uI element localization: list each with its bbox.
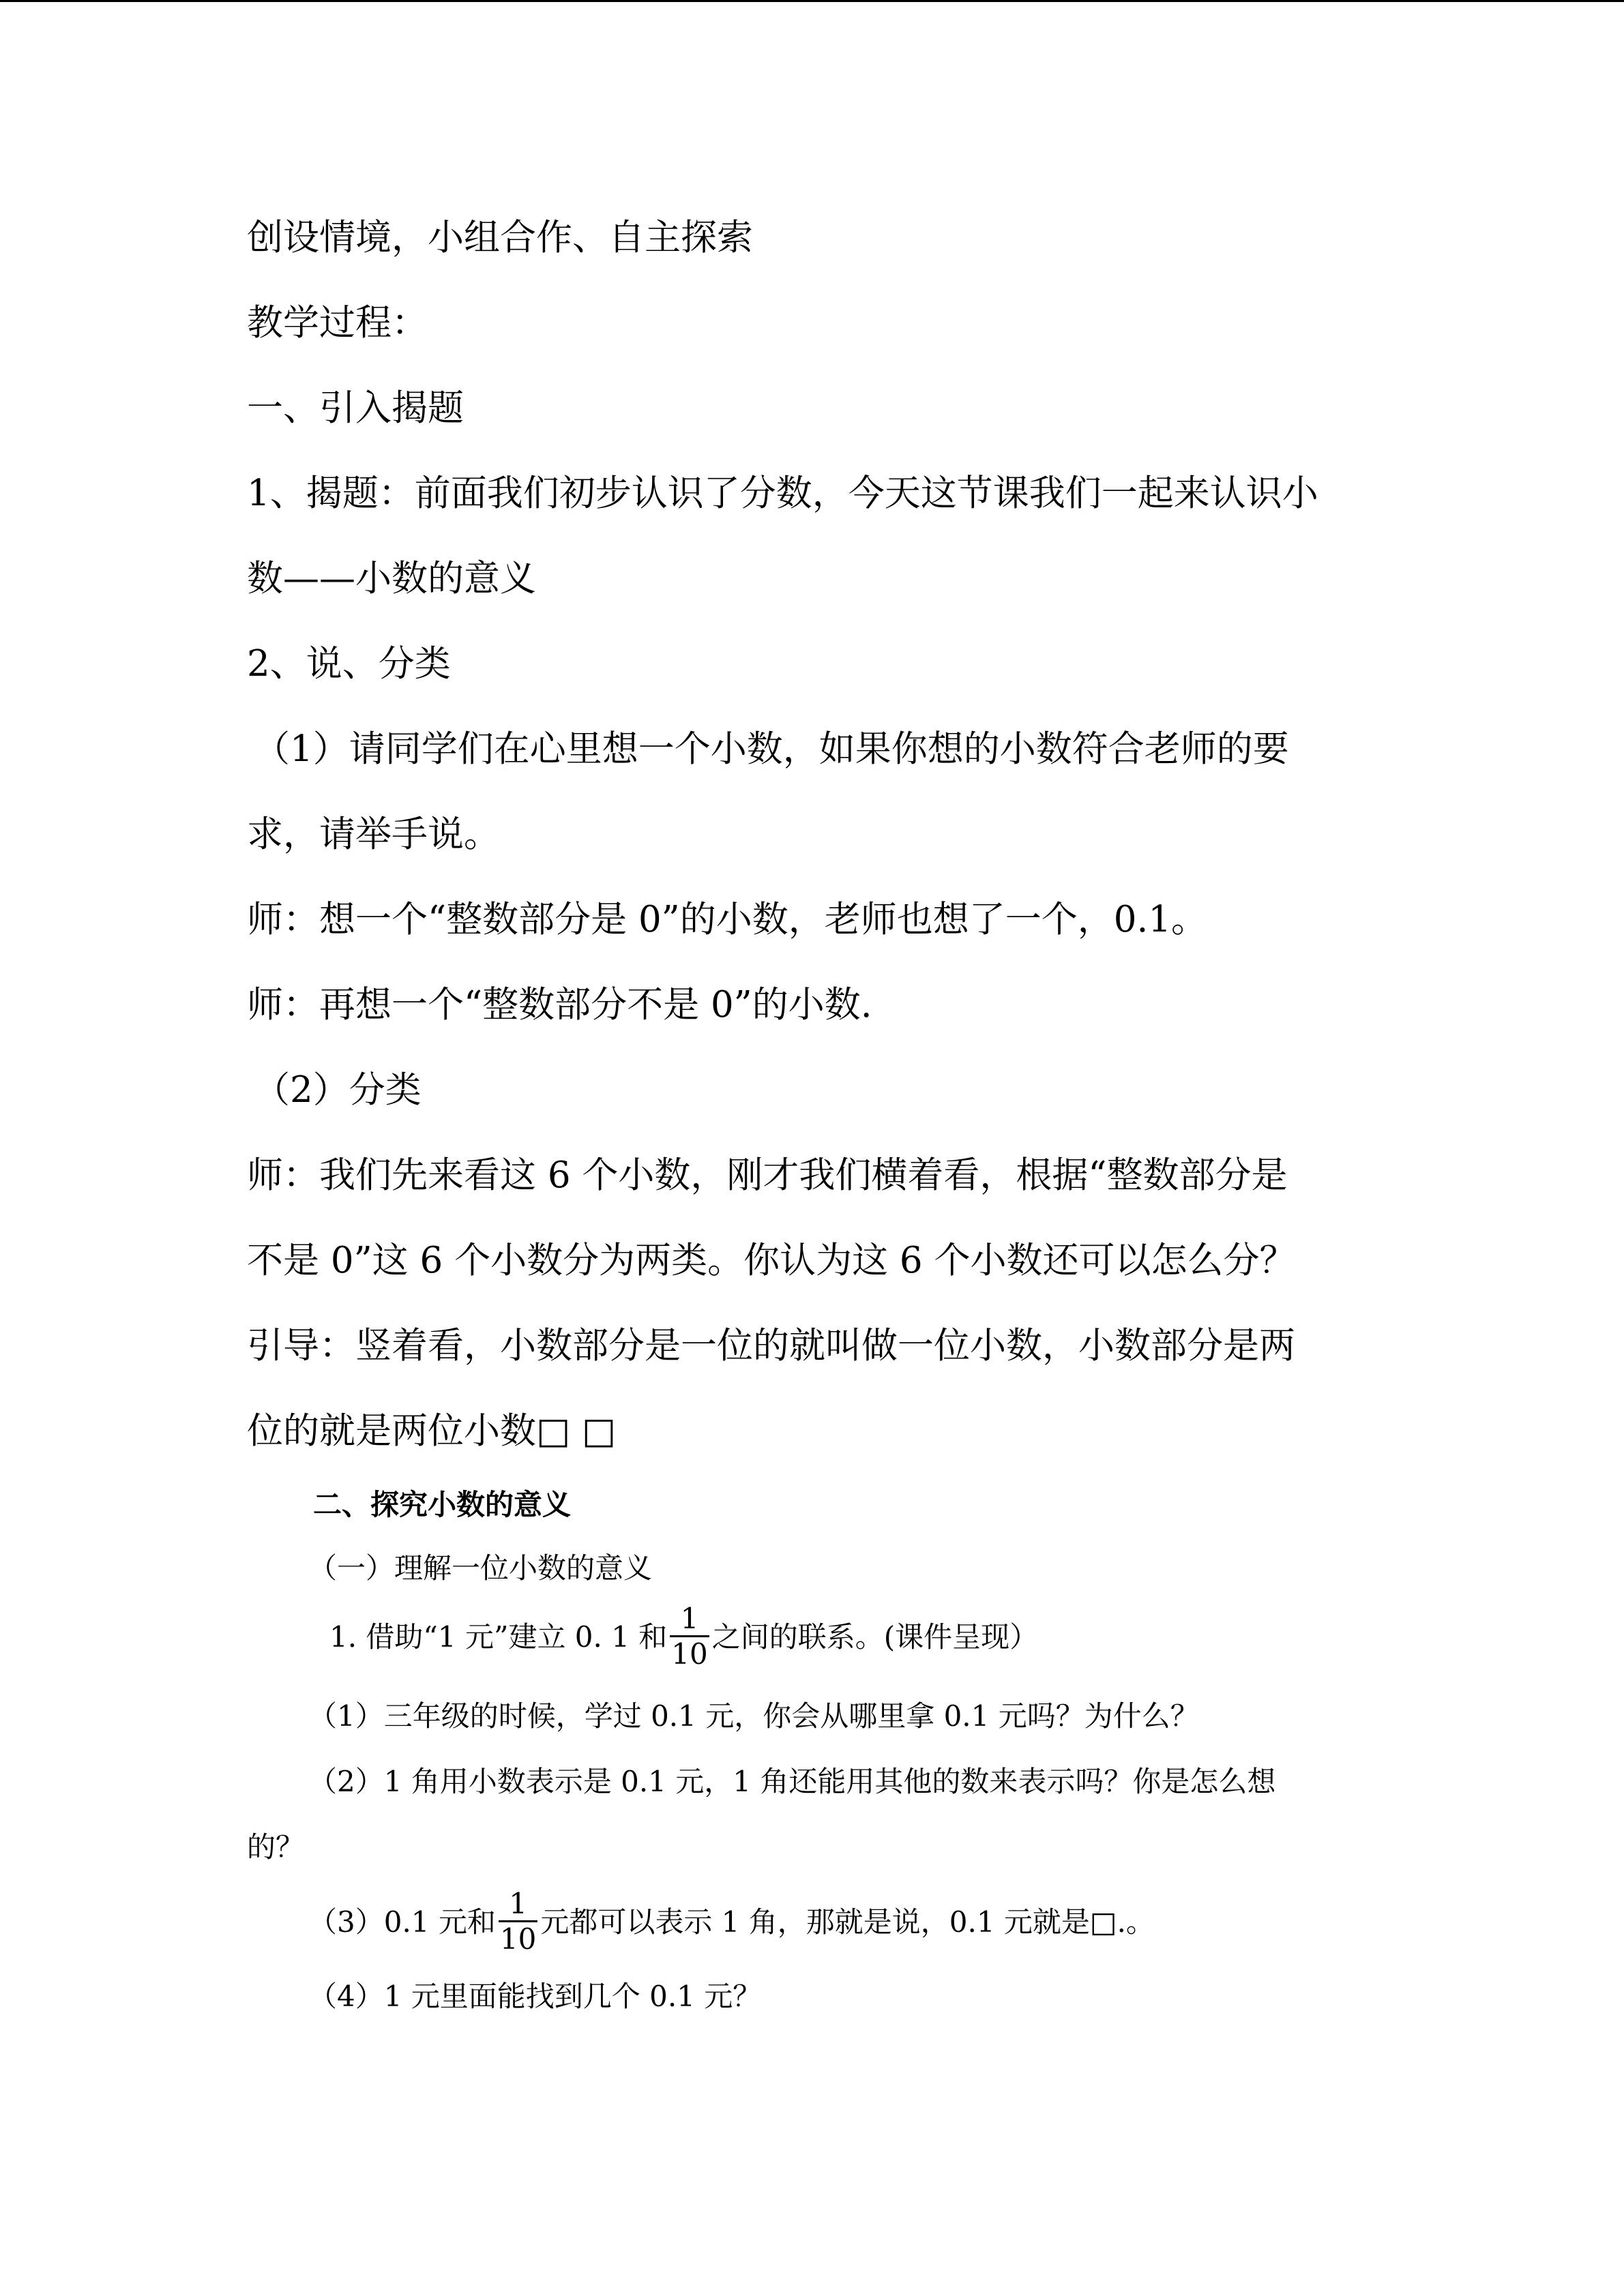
paragraph-think-decimal-cont: 求，请举手说。 bbox=[247, 814, 500, 855]
paragraph-question-4: （4）1 元里面能找到几个 0.1 元？ bbox=[308, 1980, 762, 2013]
text-segment: 之间的联系。(课件呈现） bbox=[711, 1620, 1039, 1654]
subheading-one-place: （一）理解一位小数的意义 bbox=[308, 1551, 653, 1585]
paragraph-reveal-topic-cont: 数——小数的意义 bbox=[247, 558, 536, 599]
paragraph-teacher-six-cont: 不是 0”这 6 个小数分为两类。你认为这 6 个小数还可以怎么分？ bbox=[247, 1240, 1296, 1281]
paragraph-teacher-zero: 师：想一个“整数部分是 0”的小数，老师也想了一个，0.1。 bbox=[247, 899, 1208, 940]
text-segment: 元都可以表示 1 角，那就是说，0.1 元就是□.。 bbox=[540, 1905, 1155, 1939]
paragraph-guide-cont: 位的就是两位小数□ □ bbox=[247, 1410, 616, 1452]
fraction-one-tenth bbox=[499, 1887, 537, 1956]
fraction-one-tenth bbox=[670, 1602, 709, 1671]
paragraph-question-2-cont: 的？ bbox=[247, 1830, 305, 1864]
paragraph-teaching-method: 创设情境，小组合作、自主探索 bbox=[247, 217, 753, 258]
fraction-numerator: 1 bbox=[680, 1602, 699, 1635]
paragraph-question-2: （2）1 角用小数表示是 0.1 元，1 角还能用其他的数来表示吗？你是怎么想 bbox=[308, 1765, 1276, 1798]
paragraph-one-yuan-link bbox=[329, 1602, 1039, 1671]
fraction-denominator: 10 bbox=[499, 1920, 537, 1954]
text-segment: 1. 借助“1 元”建立 0. 1 和 bbox=[329, 1620, 668, 1654]
paragraph-teacher-nonzero: 师：再想一个“整数部分不是 0”的小数. bbox=[247, 984, 872, 1026]
fraction-numerator: 1 bbox=[509, 1887, 527, 1920]
paragraph-question-1: （1）三年级的时候，学过 0.1 元，你会从哪里拿 0.1 元吗？为什么？ bbox=[308, 1699, 1199, 1733]
fraction-denominator: 10 bbox=[670, 1635, 709, 1669]
paragraph-guide: 引导：竖着看，小数部分是一位的就叫做一位小数，小数部分是两 bbox=[247, 1325, 1295, 1367]
paragraph-process-heading: 教学过程： bbox=[247, 302, 428, 344]
text-segment: （3）0.1 元和 bbox=[308, 1905, 496, 1939]
paragraph-think-decimal: （1）请同学们在心里想一个小数，如果你想的小数符合老师的要 bbox=[254, 728, 1289, 770]
section-heading-explore: 二、探究小数的意义 bbox=[313, 1488, 572, 1521]
paragraph-reveal-topic: 1、揭题：前面我们初步认识了分数，今天这节课我们一起来认识小 bbox=[247, 473, 1318, 514]
subheading-speak-classify: 2、说、分类 bbox=[247, 643, 451, 685]
paragraph-teacher-six: 师：我们先来看这 6 个小数，刚才我们横着看，根据“整数部分是 bbox=[247, 1154, 1288, 1196]
paragraph-question-3 bbox=[308, 1887, 1155, 1956]
section-heading-intro: 一、引入揭题 bbox=[247, 387, 464, 429]
subheading-classify: （2）分类 bbox=[254, 1069, 422, 1111]
